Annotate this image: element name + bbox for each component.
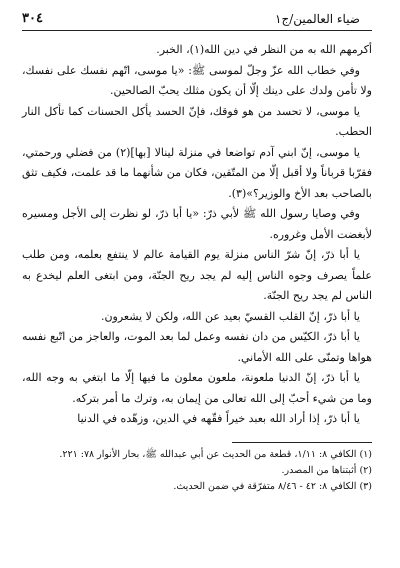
page-title: ضياء العالمين/ج١ [275,12,360,26]
page-number: ٣٠٤ [22,11,43,26]
footnote-separator [232,442,372,443]
paragraph: أكرمهم الله به من النظر في دين الله(١)، الخبر. [156,43,372,56]
paragraph: وفي وصايا رسول الله ﷺ لأبي ذرّ: «يا أبا ذرّ، لو نظرت إلى الأجل ومسيره لأبغضت الأمل وغروره. [22,207,372,241]
book-page [22,10,372,558]
footnote: (١) الكافي ٨: ١/١١، قطعة من الحديث عن أبي عبدالله ﷺ، بحار الأنوار ٧٨: ٢٢١. [59,448,372,460]
paragraph: وفي خطاب الله عزّ وجلّ لموسى ﷺ: «يا موسى، اتّهم نفسك على نفسك، ولا تأمن ولدك على دينك إلّا أن يكون مثلك يحبّ الصالحين. [22,63,372,97]
paragraph: يا أبا ذرّ، الكيّس من دان نفسه وعمل لما بعد الموت، والعاجز من اتّبع نفسه هواها وتمنّى على الله الأماني. [22,330,372,364]
footnote: (٣) الكافي ٨: ٤٢ - ٨/٤٦ متفرّقة في ضمن الحديث. [173,480,372,492]
footnotes [22,447,372,495]
paragraph: يا أبا ذرّ، إنّ القلب القسيّ بعيد عن الله، ولكن لا يشعرون. [100,309,360,323]
body-text [22,40,372,430]
paragraph: يا موسى، إنّ ابني آدم تواضعا في منزلة لينالا [بها](٢) من فضلي ورحمتي، فقرّبا قرباناً ولا أقبل إلّا من المتّقين، فكان من شأنهما ما قد علمت، فكيف تثق بالصاحب بعد الأخ والوزير؟»(٣). [22,145,372,200]
paragraph: يا أبا ذرّ، إنّ الدنيا ملعونة، ملعون معلون ما فيها إلّا ما ابتغي به وجه الله، وما من شيء أحبّ إلى الله تعالى من إيمان به، وترك ما أمر بتركه. [22,371,372,405]
paragraph: يا أبا ذرّ، إذا أراد الله بعبد خيراً فقّهه في الدين، وزهّده في الدنيا [77,412,360,425]
running-header [22,10,372,31]
footnote: (٢) أثبتناها من المصدر. [281,464,372,476]
paragraph: يا أبا ذرّ، إنّ شرّ الناس منزلة يوم القيامة عالم لا ينتفع بعلمه، ومن طلب علماً يصرف وجوه الناس إليه لم يجد ريح الجنّة، ومن ابتغى العلم ليخدع به الناس لم يجد ريح الجنّة. [22,248,372,302]
paragraph: يا موسى، لا تحسد من هو فوقك، فإنّ الحسد يأكل الحسنات كما تأكل النار الحطب. [22,104,372,138]
